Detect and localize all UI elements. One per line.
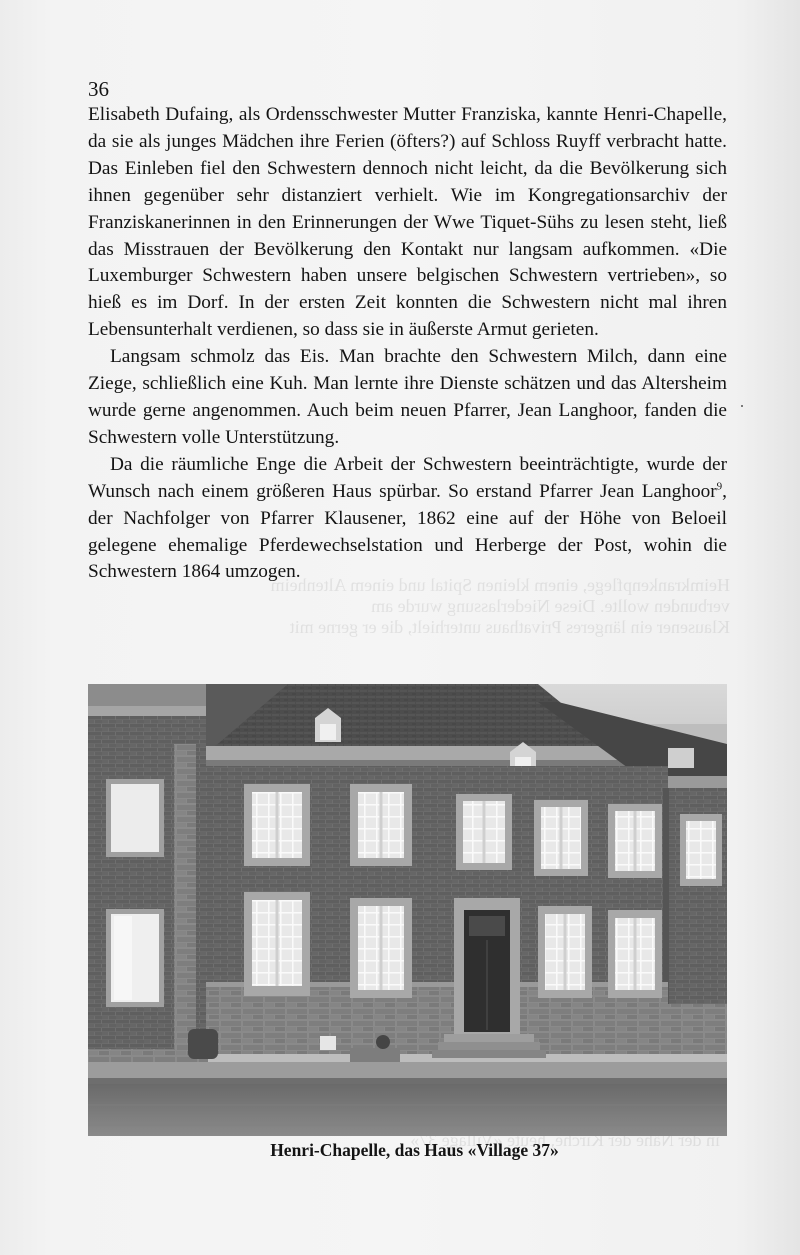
page-number: 36 (88, 77, 109, 101)
show-through-text: in der Nähe der Kirche, heute «Village 37» (410, 1130, 720, 1150)
paragraph (88, 452, 727, 587)
show-through-text: Heimkrankenpflege, einem kleinen Spital und einem Altenheim verbunden wollte. Diese Niederlassung wurde am Klausener ein längeres Privathaus unterhielt, die er gerne mit (270, 575, 730, 637)
footnote-marker[interactable]: 9 (716, 480, 723, 493)
paragraph-text: , der Nachfolger von Pfarrer Klausener, 1862 eine auf der Höhe von Beloeil gelegene ehemalige Pferdewechselstation und Herberge der Post, wohin die Schwestern 1864 umzogen. (88, 480, 727, 583)
paragraph: Elisabeth Dufaing, als Ordensschwester Mutter Franziska, kannte Henri-Chapelle, da sie als junges Mädchen ihre Ferien (öfters?) auf Schloss Ruyff verbracht hatte. Das Einleben fiel den Schwestern dennoch nicht leicht, da die Bevölkerung sich ihnen gegenüber sehr distanziert verhielt. Wie im Kongregationsarchiv der Franziskanerinnen in den Erinnerungen der Wwe Tiquet-Sühs zu lesen steht, ließ das Misstrauen der Bevölkerung den Kontakt nur langsam aufkommen. «Die Luxemburger Schwestern haben unsere belgischen Schwestern vertrieben», so hieß es im Dorf. In der ersten Zeit konnten die Schwestern nicht mal ihren Lebensunterhalt verdienen, so dass sie in äußerste Armut gerieten. (88, 104, 727, 341)
house-photo (88, 684, 727, 1136)
print-speck (741, 405, 743, 407)
photo-caption: Henri-Chapelle, das Haus «Village 37» (270, 1140, 559, 1160)
paragraph: Langsam schmolz das Eis. Man brachte den Schwestern Milch, dann eine Ziege, schließlich eine Kuh. Man lernte ihre Dienste schätzen und das Altersheim wurde gerne angenommen. Auch beim neuen Pfarrer, Jean Langhoor, fanden die Schwestern volle Unterstützung. (88, 346, 727, 448)
paragraph-text: Da die räumliche Enge die Arbeit der Schwestern beeinträchtigte, wurde der Wunsch nach einem größeren Haus spürbar. So erstand Pfarrer Jean Langhoor (88, 453, 727, 502)
body-text (88, 102, 727, 586)
